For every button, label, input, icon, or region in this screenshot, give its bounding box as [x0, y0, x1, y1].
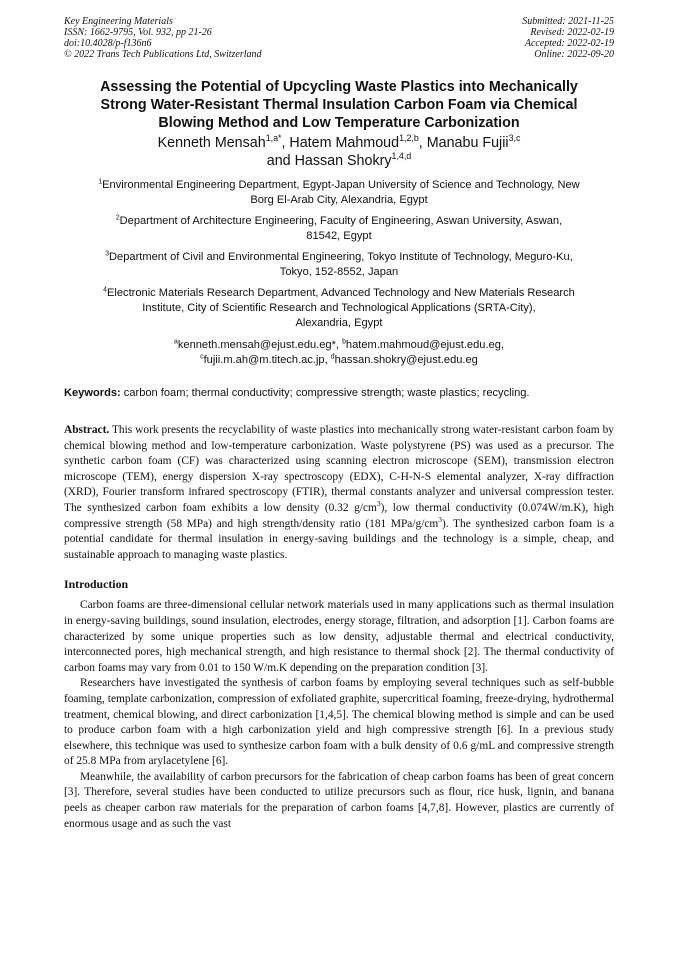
affiliation-text: Department of Civil and Environmental Engineering, Tokyo Institute of Technology, Meguro-Ku, [109, 251, 573, 263]
publication-dates [522, 16, 614, 60]
author-separator: , [281, 135, 290, 151]
affiliation-number: 3 [105, 250, 110, 258]
affiliation-text: Borg El-Arab City, Alexandria, Egypt [250, 194, 428, 206]
abstract [64, 423, 614, 563]
email-mark: c [200, 353, 204, 361]
abstract-text: This work presents the recyclability of waste plastics into mechanically strong water-resistant carbon foam by chemical blowing method and low-temperature carbonization. Waste polystyrene (PS) was used as a precursor. The synthetic carbon foam (CF) was characterized using scanning electron microscope (SEM), transmission electron microscope (TEM), energy dispersion X-ray spectroscopy (EDX), C-H-N-S elemental analyzer, X-ray diffraction (XRD), Fourier transform infrared spectroscopy (FTIR), thermal constants analyzer and universal compression tester. The synthesized carbon foam exhibits a low density (0.32 g/cm [64, 424, 614, 514]
abstract-text: ). The synthesized carbon foam is a potential candidate for thermal insulation in energy-saving buildings and the technology is a simple, cheap, and sustainable approach to managing waste plastics. [64, 517, 614, 561]
abstract-superscript: 3 [438, 514, 442, 524]
author-list [64, 134, 614, 170]
date-submitted: Submitted: 2021-11-25 [522, 16, 614, 27]
author-line [64, 152, 614, 170]
journal-doi[interactable]: doi:10.4028/p-f136n6 [64, 38, 152, 49]
author-affiliation-mark: 1,2,b [399, 133, 419, 144]
affiliation-4 [64, 286, 614, 331]
affiliation-number: 4 [103, 286, 107, 294]
journal-info [64, 16, 262, 60]
journal-issn: ISSN: 1662-9795, Vol. 932, pp 21-26 [64, 27, 212, 38]
email-link[interactable]: fujii.m.ah@m.titech.ac.jp, [203, 354, 331, 366]
affiliation-text: Institute, City of Scientific Research and Technological Applications (SRTA-City), [142, 302, 536, 314]
date-online: Online: 2022-09-20 [534, 49, 614, 60]
abstract-superscript: 3 [376, 499, 381, 509]
author-affiliation-mark: 3,c [508, 133, 521, 144]
email-mark: a [174, 338, 178, 346]
title-line: Strong Water-Resistant Thermal Insulation Carbon Foam via Chemical [100, 97, 578, 113]
date-accepted: Accepted: 2022-02-19 [524, 38, 614, 49]
affiliation-2 [64, 214, 614, 244]
abstract-text: ), low thermal conductivity (0.074W/m.K), high compressive strength (58 MPa) and high strength/density ratio (181 MPa/g/cm [64, 501, 615, 530]
email-link[interactable]: kenneth.mensah@ejust.edu.eg*, [177, 339, 343, 351]
abstract-label: Abstract. [64, 424, 110, 436]
date-revised: Revised: 2022-02-19 [530, 27, 614, 38]
affiliation-text: Department of Architecture Engineering, Faculty of Engineering, Aswan University, Aswan, [119, 215, 563, 227]
author-name: Hatem Mahmoud [289, 135, 400, 151]
affiliation-text: Tokyo, 152-8552, Japan [279, 266, 399, 278]
affiliation-1 [64, 178, 614, 208]
email-mark: b [342, 338, 346, 346]
affiliation-text: Alexandria, Egypt [295, 317, 383, 329]
affiliation-number: 1 [98, 178, 103, 186]
journal-name: Key Engineering Materials [64, 16, 173, 27]
author-affiliation-mark: 1,a* [265, 133, 282, 144]
author-name: Kenneth Mensah [157, 135, 266, 151]
keywords [64, 386, 614, 401]
body-paragraph: Carbon foams are three-dimensional cellular network materials used in many applications such as thermal insulation in energy-saving buildings, sound insulation, electrodes, energy storage, filtration, and adsorption [1]. Carbon foams are characterized by some unique properties such as low density, adjustable thermal and electrical conductivity, interconnected pores, high mechanical strength, and high resistance to thermal shock [2]. The thermal conductivity of carbon foams may vary from 0.01 to 150 W/m.K depending on the preparation condition [3]. [64, 599, 614, 674]
body-paragraph: Meanwhile, the availability of carbon precursors for the fabrication of cheap carbon foams has been of great concern [3]. Therefore, several studies have been conducted to utilize precursors such as flour, rice husk, lignin, and banana peels as cheaper carbon raw materials for the preparation of carbon foams [4,7,8]. However, plastics are currently of enormous usage and as such the vast [64, 770, 614, 830]
paper-title [64, 78, 614, 132]
author-separator: , [418, 135, 427, 151]
author-name: and Hassan Shokry [266, 153, 392, 169]
affiliation-text: 81542, Egypt [306, 230, 372, 242]
author-emails [64, 338, 614, 368]
body-paragraph: Researchers have investigated the synthesis of carbon foams by employing several techniques such as self-bubble foaming, template carbonization, compression of exfoliated graphite, supercritical foaming, freeze-drying, hydrothermal treatment, chemical blowing, and direct carbonization [1,4,5]. The chemical blowing method is simple and can be used to produce carbon foam with a high carbonization yield and high compressive strength [6]. In a previous study elsewhere, this technique was used to synthesize carbon foam with a bulk density of 0.6 g/mL and compressive strength of 25.8 MPa from arylacetylene [6]. [64, 677, 614, 768]
journal-header [64, 16, 614, 60]
title-line: Assessing the Potential of Upcycling Waste Plastics into Mechanically [100, 79, 578, 95]
author-name: Manabu Fujii [426, 135, 509, 151]
email-mark: d [330, 353, 335, 361]
author-affiliation-mark: 1,4,d [391, 151, 412, 162]
email-link[interactable]: hassan.shokry@ejust.edu.eg [334, 354, 478, 366]
journal-copyright: © 2022 Trans Tech Publications Ltd, Switzerland [64, 49, 262, 60]
title-line: Blowing Method and Low Temperature Carbonization [158, 115, 520, 131]
affiliation-number: 2 [115, 214, 120, 222]
keywords-text: carbon foam; thermal conductivity; compressive strength; waste plastics; recycling. [120, 387, 530, 399]
affiliation-text: Electronic Materials Research Department, Advanced Technology and New Materials Research [107, 287, 575, 299]
section-heading: Introduction [64, 577, 129, 592]
affiliation-text: Environmental Engineering Department, Egypt-Japan University of Science and Technology, New [102, 179, 580, 191]
affiliation-3 [64, 250, 614, 280]
email-link[interactable]: hatem.mahmoud@ejust.edu.eg, [345, 339, 504, 351]
author-line [64, 134, 614, 152]
keywords-label: Keywords: [64, 387, 121, 399]
